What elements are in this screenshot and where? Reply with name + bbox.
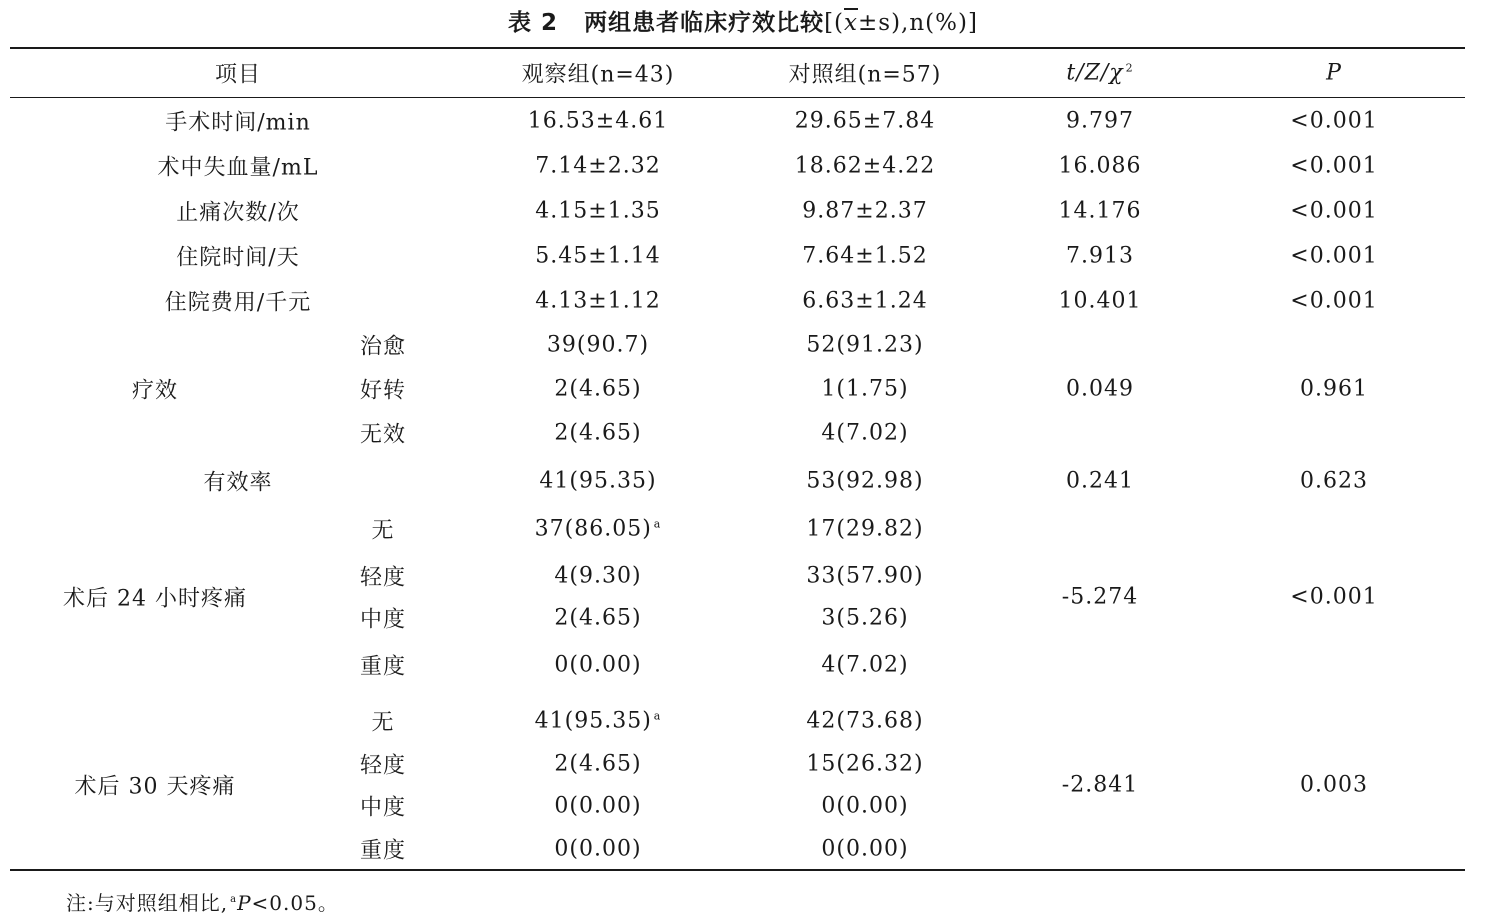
sub-ctrl: 33(57.90) bbox=[806, 563, 924, 589]
sub-ctrl: 4(7.02) bbox=[821, 652, 909, 678]
sub-obs: 41(95.35) $^a$ bbox=[534, 708, 662, 734]
row-ctrl: 53(92.98) bbox=[806, 468, 924, 494]
row-obs: 41(95.35) bbox=[539, 468, 657, 494]
row-p: <0.001 bbox=[1290, 288, 1378, 314]
group-label: 疗效 bbox=[131, 378, 179, 404]
row-p: <0.001 bbox=[1290, 243, 1378, 269]
group-p: 0.003 bbox=[1300, 772, 1368, 798]
row-ctrl: 18.62±4.22 bbox=[794, 153, 936, 179]
sub-ctrl: 15(26.32) bbox=[806, 751, 924, 777]
sub-item: 无 bbox=[371, 518, 395, 544]
sub-item: 重度 bbox=[359, 838, 407, 864]
table-label: 表 2 bbox=[508, 10, 559, 36]
row-ctrl: 9.87±2.37 bbox=[802, 198, 928, 224]
sub-obs: 37(86.05) $^a$ bbox=[534, 516, 662, 542]
row-obs: 7.14±2.32 bbox=[535, 153, 661, 179]
sub-item: 中度 bbox=[359, 795, 407, 821]
group-stat: -2.841 bbox=[1061, 772, 1139, 798]
sub-item: 轻度 bbox=[359, 565, 407, 591]
row-stat: 10.401 bbox=[1058, 288, 1142, 314]
table-footnote: 注:与对照组相比, $^a$P<0.05。 bbox=[66, 891, 339, 915]
bottom-rule bbox=[10, 869, 1465, 871]
sub-obs: 2(4.65) bbox=[554, 420, 642, 446]
group-p: 0.961 bbox=[1300, 376, 1368, 402]
group-stat: -5.274 bbox=[1061, 584, 1139, 610]
header-observation-group: 观察组(n=43) bbox=[521, 62, 675, 88]
header-item: 项目 bbox=[214, 62, 262, 88]
sub-item: 无效 bbox=[359, 422, 407, 448]
row-item: 手术时间/min bbox=[165, 110, 311, 136]
row-stat: 0.241 bbox=[1066, 468, 1134, 494]
row-stat: 16.086 bbox=[1058, 153, 1142, 179]
row-p: <0.001 bbox=[1290, 198, 1378, 224]
group-label: 术后 30 天疼痛 bbox=[74, 774, 236, 800]
row-item: 术中失血量/mL bbox=[157, 155, 319, 181]
sub-ctrl: 52(91.23) bbox=[806, 332, 924, 358]
sub-item: 治愈 bbox=[359, 334, 407, 360]
row-ctrl: 7.64±1.52 bbox=[802, 243, 928, 269]
row-obs: 4.15±1.35 bbox=[535, 198, 661, 224]
sub-item: 重度 bbox=[359, 654, 407, 680]
row-obs: 5.45±1.14 bbox=[535, 243, 661, 269]
top-rule bbox=[10, 47, 1465, 49]
table-caption bbox=[0, 4, 1486, 37]
header-control-group: 对照组(n=57) bbox=[788, 62, 942, 88]
row-p: <0.001 bbox=[1290, 153, 1378, 179]
sub-obs: 0(0.00) bbox=[554, 652, 642, 678]
sub-ctrl: 42(73.68) bbox=[806, 708, 924, 734]
row-item: 止痛次数/次 bbox=[176, 200, 300, 226]
sub-obs: 2(4.65) bbox=[554, 605, 642, 631]
row-p: 0.623 bbox=[1300, 468, 1368, 494]
header-statistic: t/Z/χ $^2$ bbox=[1066, 60, 1134, 86]
row-ctrl: 6.63±1.24 bbox=[802, 288, 928, 314]
sub-ctrl: 4(7.02) bbox=[821, 420, 909, 446]
group-p: <0.001 bbox=[1290, 584, 1378, 610]
row-stat: 7.913 bbox=[1066, 243, 1134, 269]
sub-ctrl: 3(5.26) bbox=[821, 605, 909, 631]
table-stats-notation: $[(\overline{x}\pm s),n(\%)]$ bbox=[824, 10, 978, 36]
row-stat: 14.176 bbox=[1058, 198, 1142, 224]
sub-obs: 0(0.00) bbox=[554, 836, 642, 862]
sub-item: 中度 bbox=[359, 607, 407, 633]
row-p: <0.001 bbox=[1290, 108, 1378, 134]
row-ctrl: 29.65±7.84 bbox=[794, 108, 936, 134]
sub-ctrl: 0(0.00) bbox=[821, 793, 909, 819]
sub-obs: 0(0.00) bbox=[554, 793, 642, 819]
sub-item: 轻度 bbox=[359, 753, 407, 779]
row-obs: 4.13±1.12 bbox=[535, 288, 661, 314]
sub-obs: 4(9.30) bbox=[554, 563, 642, 589]
row-obs: 16.53±4.61 bbox=[527, 108, 669, 134]
sub-ctrl: 17(29.82) bbox=[806, 516, 924, 542]
row-item: 住院费用/千元 bbox=[164, 290, 312, 316]
sub-obs: 2(4.65) bbox=[554, 376, 642, 402]
row-stat: 9.797 bbox=[1066, 108, 1134, 134]
row-item: 有效率 bbox=[203, 470, 273, 496]
sub-obs: 2(4.65) bbox=[554, 751, 642, 777]
sub-item: 无 bbox=[371, 710, 395, 736]
group-stat: 0.049 bbox=[1066, 376, 1134, 402]
header-rule bbox=[10, 97, 1465, 98]
table-title: 两组患者临床疗效比较 bbox=[584, 10, 825, 36]
header-p-value: P bbox=[1326, 60, 1342, 86]
sub-ctrl: 1(1.75) bbox=[821, 376, 909, 402]
sub-obs: 39(90.7) bbox=[546, 332, 650, 358]
sub-item: 好转 bbox=[359, 378, 407, 404]
row-item: 住院时间/天 bbox=[176, 245, 300, 271]
sub-ctrl: 0(0.00) bbox=[821, 836, 909, 862]
group-label: 术后 24 小时疼痛 bbox=[63, 586, 247, 612]
